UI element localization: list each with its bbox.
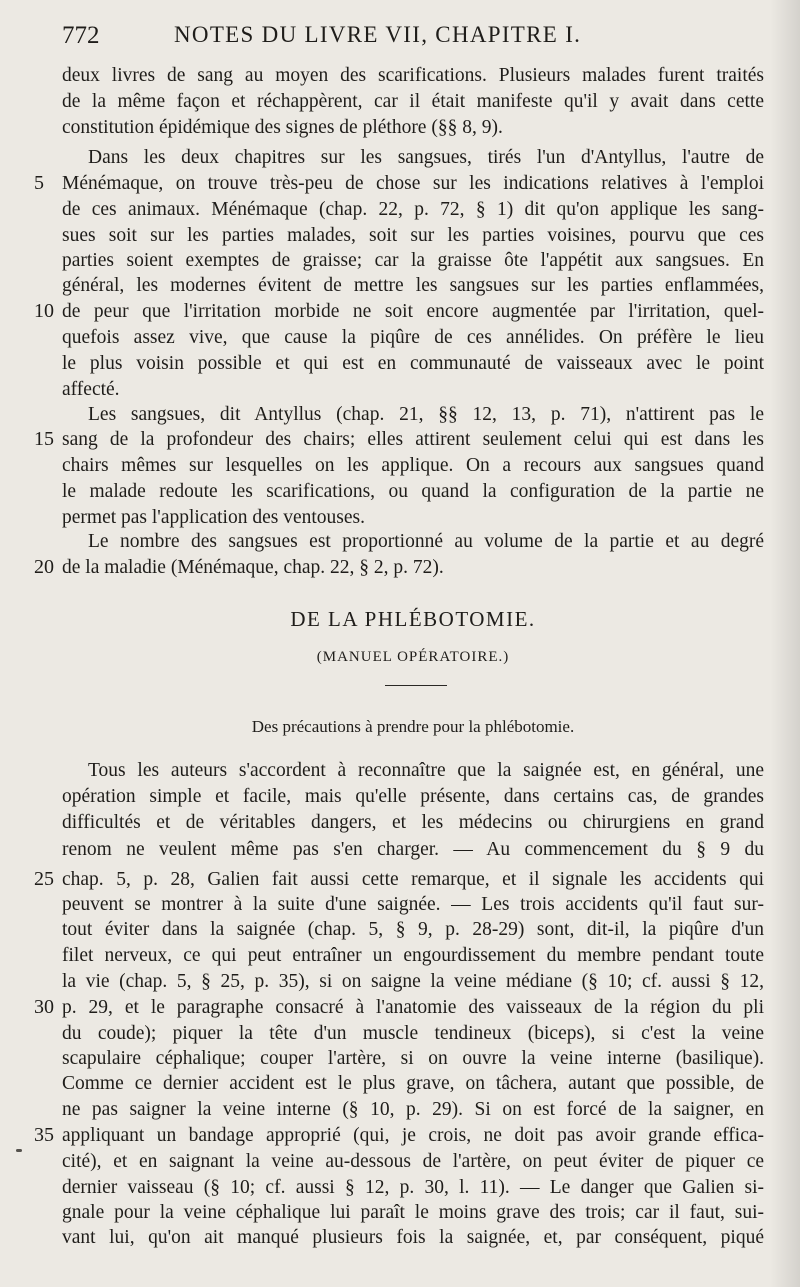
text-line: de ces animaux. Ménémaque (chap. 22, p. 72, § 1) dit qu'on applique les sang- — [62, 199, 764, 220]
text-line: le malade redoute les scarifications, ou quand la configuration de la partie ne — [62, 481, 764, 502]
text-line: Le nombre des sangsues est proportionné au volume de la partie et au degré — [88, 531, 764, 552]
running-head: NOTES DU LIVRE VII, CHAPITRE I. — [174, 22, 582, 47]
text-line: parties soient exemptes de graisse; car la graisse ôte l'appétit aux sangsues. En — [62, 250, 764, 271]
text-line: vant lui, qu'on ait manqué plusieurs fois la saignée, et, par conséquent, piqué — [62, 1227, 764, 1248]
text-line: p. 29, et le paragraphe consacré à l'anatomie des vaisseaux de la région du pli — [62, 997, 764, 1018]
text-line: dernier vaisseau (§ 10; cf. aussi § 12, p. 30, l. 11). — Le danger que Galien si- — [62, 1177, 764, 1198]
text-line: renom ne veulent même pas s'en charger. — Au commencement du § 9 du — [62, 839, 764, 860]
line-number: 35 — [34, 1124, 54, 1146]
text-line: Comme ce dernier accident est le plus grave, on tâchera, autant que possible, de — [62, 1073, 764, 1094]
text-line: sues soit sur les parties malades, soit sur les parties voisines, pourvu que ces — [62, 225, 764, 246]
line-number: 30 — [34, 996, 54, 1018]
subsection-heading: Des précautions à prendre pour la phlébotomie. — [251, 717, 575, 736]
section-subtitle: (MANUEL OPÉRATOIRE.) — [316, 649, 510, 665]
text-line: peuvent se montrer à la suite d'une saignée. — Les trois accidents qu'il faut sur- — [62, 894, 764, 915]
text-line: quefois assez vive, que cause la piqûre de ces annélides. On préfère le lieu — [62, 327, 764, 348]
text-line: filet nerveux, ce qui peut entraîner un engourdissement du membre pendant toute — [62, 945, 764, 966]
text-line: de peur que l'irritation morbide ne soit encore augmentée par l'irritation, quel- — [62, 301, 764, 322]
page-edge-shadow — [770, 0, 800, 1287]
line-number: 15 — [34, 428, 54, 450]
text-line: ne pas saigner la veine interne (§ 10, p. 29). Si on est forcé de la saigner, en — [62, 1099, 764, 1120]
text-line: le plus voisin possible et qui est en communauté de vaisseaux avec le point — [62, 353, 764, 374]
text-line: de la même façon et réchappèrent, car il était manifeste qu'il y avait dans cette — [62, 91, 764, 112]
text-line: permet pas l'application des ventouses. — [62, 507, 365, 528]
text-line: opération simple et facile, mais qu'elle présente, dans certains cas, de grandes — [62, 786, 764, 807]
text-line: cité), et en saignant la veine au-dessous de l'artère, on peut éviter de piquer ce — [62, 1151, 764, 1172]
page-number: 772 — [62, 22, 100, 49]
text-line: chairs mêmes sur lesquelles on les applique. On a recours aux sangsues quand — [62, 455, 764, 476]
text-line: deux livres de sang au moyen des scarifications. Plusieurs malades furent traités — [62, 65, 764, 86]
text-line: Ménémaque, on trouve très-peu de chose sur les indications relatives à l'emploi — [62, 173, 764, 194]
text-line: Tous les auteurs s'accordent à reconnaître que la saignée est, en général, une — [88, 760, 764, 781]
text-line: la vie (chap. 5, § 25, p. 35), si on saigne la veine médiane (§ 10; cf. aussi § 12, — [62, 971, 764, 992]
section-divider — [385, 685, 447, 686]
text-line: sang de la profondeur des chairs; elles attirent seulement celui qui est dans les — [62, 429, 764, 450]
line-number: 10 — [34, 300, 54, 322]
line-number: 20 — [34, 556, 54, 578]
text-line: gnale pour la veine céphalique lui paraît le moins grave des trois; car il faut, sui- — [62, 1202, 764, 1223]
line-number: 5 — [34, 172, 44, 194]
text-line: appliquant un bandage approprié (qui, je crois, ne doit pas avoir grande effica- — [62, 1125, 764, 1146]
text-line: tout éviter dans la saignée (chap. 5, § 9, p. 28-29) sont, dit-il, la piqûre d'un — [62, 919, 764, 940]
page-header — [60, 20, 780, 56]
text-line: Dans les deux chapitres sur les sangsues, tirés l'un d'Antyllus, l'autre de — [88, 147, 764, 168]
text-line: scapulaire céphalique; couper l'artère, si on ouvre la veine interne (basilique). — [62, 1048, 764, 1069]
line-number: 25 — [34, 868, 54, 890]
margin-mark — [16, 1149, 22, 1152]
text-line: du coude); piquer la tête d'un muscle tendineux (biceps), si c'est la veine — [62, 1023, 764, 1044]
text-line: de la maladie (Ménémaque, chap. 22, § 2, p. 72). — [62, 557, 444, 578]
text-line: difficultés et de véritables dangers, et les médecins ou chirurgiens en grand — [62, 812, 764, 833]
section-title: DE LA PHLÉBOTOMIE. — [290, 607, 536, 631]
text-line: général, les modernes évitent de mettre les sangsues sur les parties enflammées, — [62, 275, 764, 296]
text-line: Les sangsues, dit Antyllus (chap. 21, §§ 12, 13, p. 71), n'attirent pas le — [88, 404, 764, 425]
text-line: constitution épidémique des signes de pléthore (§§ 8, 9). — [62, 117, 503, 138]
text-line: affecté. — [62, 379, 120, 400]
line-number-margin — [0, 0, 60, 1287]
text-line: chap. 5, p. 28, Galien fait aussi cette remarque, et il signale les accidents qui — [62, 869, 764, 890]
